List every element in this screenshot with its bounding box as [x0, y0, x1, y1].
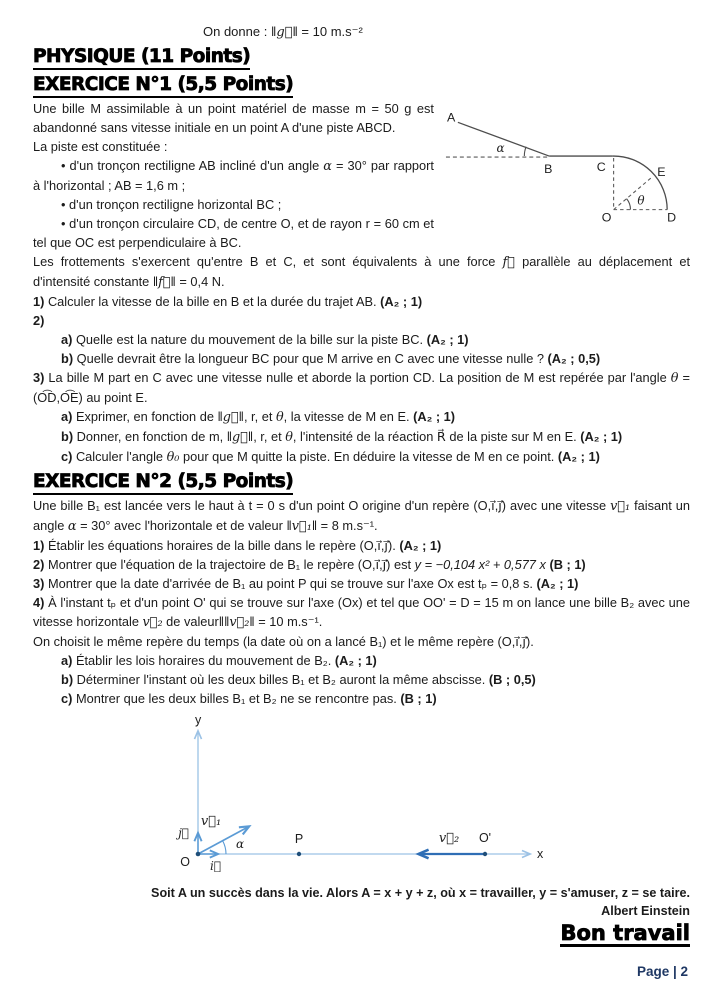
j-label: j⃗ — [178, 826, 189, 840]
point-label-D: D — [667, 210, 677, 225]
ex2-question-4: 4) À l'instant tₚ et d'un point O' qui se trouve sur l'axe (Ox) et tel que OO' = D = 15 m on lance une bille B₂ avec une vitesse horizontale v⃗₂ de valeur‖‖v⃗₂‖ = 10 m.s⁻¹. — [33, 595, 690, 630]
ex2-question-2: 2) Montrer que l'équation de la trajectoire de B₁ le repère (O,i⃗,j⃗) est y = −0,104 x² + 0,577 x (B ; 1) — [33, 557, 586, 572]
ex1-question-3a: a) Exprimer, en fonction de ‖g⃗‖, r, et θ, la vitesse de M en E. (A₂ ; 1) — [61, 409, 456, 425]
ex1-question-3c: c) Calculer l'angle θ₀ pour que M quitte la piste. En déduire la vitesse de M en ce point. (A₂ ; 1) — [61, 449, 600, 465]
ex1-question-3b: b) Donner, en fonction de m, ‖g⃗‖, r, et θ, l'intensité de la réaction R⃗ de la piste sur M en E. (A₂ ; 1) — [61, 429, 623, 445]
bullet-troncon-CD: • d'un tronçon circulaire CD, de centre O, et de rayon r = 60 cm et tel que OC est perpendiculaire à BC. — [33, 216, 434, 250]
y-axis-label: y — [195, 713, 202, 727]
bullet-troncon-AB: • d'un tronçon rectiligne AB incliné d'un angle α = 30° par rapport à l'horizontal ; AB = 1,6 m ; — [33, 158, 434, 193]
ex2-question-3: 3) Montrer que la date d'arrivée de B₁ au point P qui se trouve sur l'axe Ox est tₚ = 0,8 s. (A₂ ; 1) — [33, 576, 579, 591]
track-diagram-svg — [442, 101, 690, 225]
ex2-repere-line: On choisit le même repère du temps (la date où on a lancé B₁) et le même repère (O,i⃗,j⃗). — [33, 634, 534, 649]
track-diagram — [442, 101, 690, 225]
projectile-diagram-svg — [93, 712, 553, 872]
i-label: i⃗ — [210, 859, 222, 872]
theta-label: θ — [637, 193, 645, 208]
quote-text: Soit A un succès dans la vie. Alors A = x + y + z, où x = travailler, y = s'amuser, z = se taire. — [151, 886, 690, 900]
ex1-question-2a: a) Quelle est la nature du mouvement de la bille sur la piste BC. (A₂ ; 1) — [61, 332, 469, 347]
point-label-O: O — [601, 210, 612, 225]
exercise1-title-text: EXERCICE N°1 (5,5 Points) — [33, 74, 293, 98]
point-P-label: P — [294, 832, 304, 846]
exercise2-title-text: EXERCICE N°2 (5,5 Points) — [33, 471, 293, 495]
alpha-label: α — [236, 837, 245, 851]
alpha-arc — [524, 147, 526, 156]
quote-author: Albert Einstein — [601, 904, 690, 918]
ex2-question-a: a) Établir les lois horaires du mouvement de B₂. (A₂ ; 1) — [61, 653, 377, 668]
x-axis-label: x — [537, 847, 544, 861]
exercise2-paragraph: Une bille B₁ est lancée vers le haut à t = 0 s d'un point O origine d'un repère (O,i⃗,j⃗) avec une vitesse v⃗₁ faisant un angle α = 30° avec l'horizontale et de valeur ‖v⃗₁‖ = 8 m.s⁻¹. — [33, 498, 690, 534]
v2-label: v⃗₂ — [438, 831, 460, 846]
closing-title: Bon travail — [560, 921, 690, 945]
point-Oprime-dot — [483, 852, 487, 856]
bullet-troncon-BC: • d'un tronçon rectiligne horizontal BC ; — [61, 197, 282, 212]
dashed-OE — [614, 177, 653, 210]
exercise1-title — [33, 73, 690, 98]
point-label-B: B — [544, 161, 553, 176]
given-constant: On donne : ‖g⃗‖ = 10 m.s⁻² — [203, 24, 363, 40]
ex2-question-1: 1) Établir les équations horaires de la bille dans le repère (O,i⃗,j⃗). (A₂ ; 1) — [33, 538, 442, 553]
projectile-diagram — [93, 712, 553, 872]
theta-arc — [627, 199, 631, 210]
v1-label: v⃗₁ — [200, 814, 222, 829]
alpha-arc — [223, 841, 226, 854]
origin-point — [196, 852, 201, 857]
closing-block — [33, 922, 690, 947]
friction-paragraph: Les frottements s'exercent qu'entre B et C, et sont équivalents à une force f⃗ parallèle au déplacement et d'intensité constante ‖f⃗‖ = 0,4 N. — [33, 254, 691, 290]
ex2-question-b: b) Déterminer l'instant où les deux billes B₁ et B₂ auront la même abscisse. (B ; 0,5) — [61, 672, 536, 687]
exercise1-intro — [33, 99, 690, 252]
quote-block — [33, 884, 690, 920]
section-title-physique — [33, 45, 690, 70]
piste-line: La piste est constituée : — [33, 139, 168, 154]
exercise2-title — [33, 470, 690, 495]
ex2-question-c: c) Montrer que les deux billes B₁ et B₂ ne se rencontre pas. (B ; 1) — [61, 691, 437, 706]
section-title-physique-text: PHYSIQUE (11 Points) — [33, 46, 250, 70]
page-number: Page | 2 — [636, 964, 688, 979]
ex1-question-1: 1) Calculer la vitesse de la bille en B et la durée du trajet AB. (A₂ ; 1) — [33, 294, 423, 309]
point-label-A: A — [446, 110, 456, 125]
origin-label: O — [180, 855, 190, 869]
alpha-label: α — [496, 141, 505, 156]
ex1-question-2: 2) — [33, 313, 45, 328]
point-Oprime-label: O' — [478, 831, 492, 845]
ex1-question-3: 3) La bille M part en C avec une vitesse nulle et aborde la portion CD. La position de M est repérée par l'angle θ = (O͡D,O͡E) au point E. — [33, 370, 691, 405]
point-P-dot — [297, 852, 301, 856]
ex1-question-2b: b) Quelle devrait être la longueur BC pour que M arrive en C avec une vitesse nulle ? (A₂ ; 0,5) — [61, 351, 601, 366]
point-label-C: C — [596, 159, 606, 174]
point-label-E: E — [657, 164, 666, 179]
exercise1-paragraph: Une bille M assimilable à un point matériel de masse m = 50 g est abandonné sans vitesse initiale en un point A d'une piste ABCD. — [33, 101, 434, 135]
